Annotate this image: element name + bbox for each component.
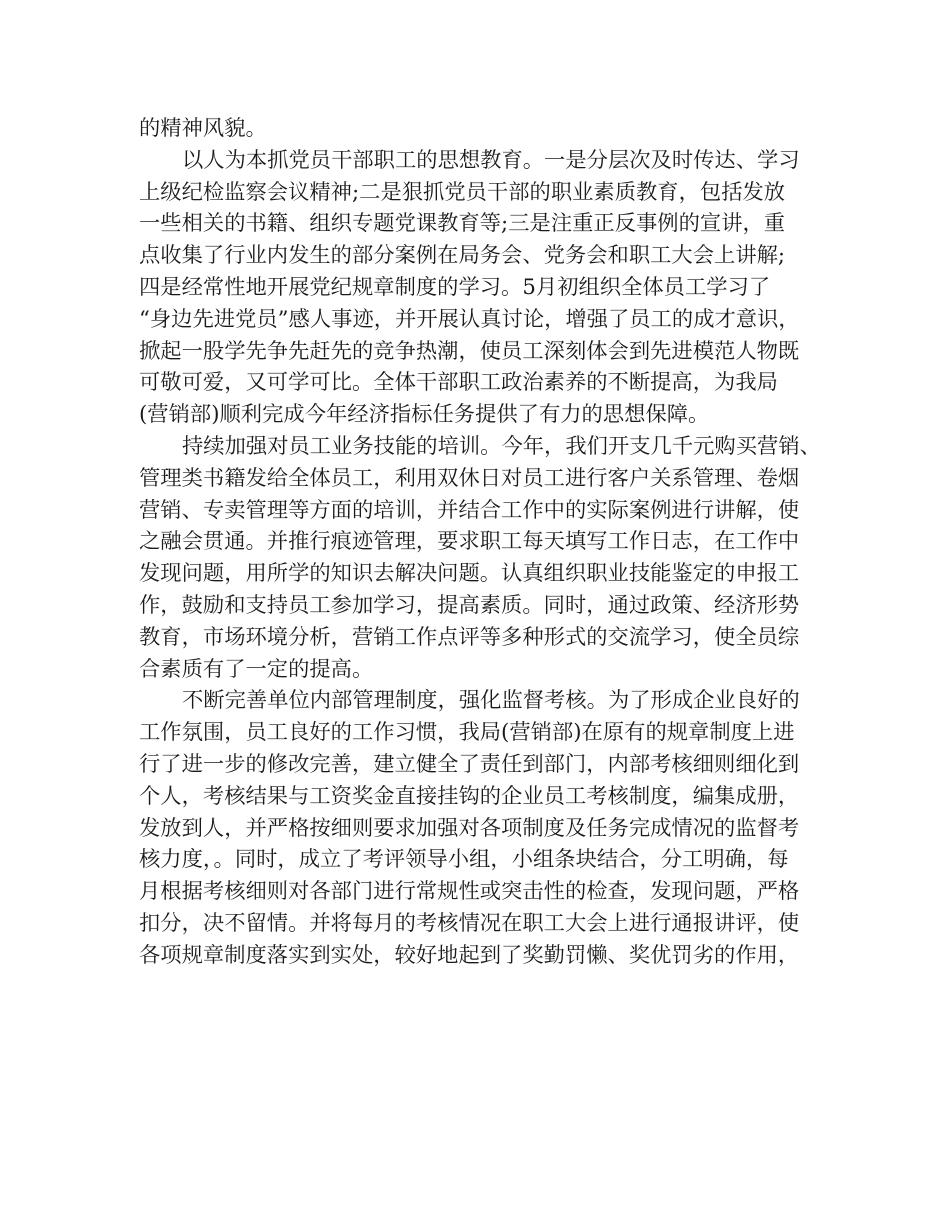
text-line: 发放到人，并严格按细则要求加强对各项制度及任务完成情况的监督考 <box>139 815 800 841</box>
text-line: 发现问题，用所学的知识去解决问题。认真组织职业技能鉴定的申报工 <box>139 561 800 587</box>
body-text <box>139 113 819 972</box>
text-line: 上级纪检监察会议精神;二是狠抓党员干部的职业素质教育，包括发放 <box>139 179 786 205</box>
text-line: 个人，考核结果与工资奖金直接挂钩的企业员工考核制度，编集成册， <box>139 783 800 809</box>
text-line: 四是经常性地开展党纪规章制度的学习。5月初组织全体员工学习了 <box>139 274 771 300</box>
paragraph-first-line: 不断完善单位内部管理制度，强化监督考核。为了形成企业良好的 <box>182 688 800 714</box>
text-line: 教育，市场环境分析，营销工作点评等多种形式的交流学习，使全员综 <box>139 624 800 650</box>
text-line: 合素质有了一定的提高。 <box>139 656 374 682</box>
text-line: 工作氛围，员工良好的工作习惯，我局(营销部)在原有的规章制度上进 <box>139 720 795 746</box>
text-line: 一些相关的书籍、组织专题党课教育等;三是注重正反事例的宣讲，重 <box>139 211 786 237</box>
text-line: 各项规章制度落实到实处，较好地起到了奖勤罚懒、奖优罚劣的作用， <box>139 942 800 968</box>
text-line: 行了进一步的修改完善，建立健全了责任到部门，内部考核细则细化到 <box>139 751 800 777</box>
paragraph-first-line: 以人为本抓党员干部职工的思想教育。一是分层次及时传达、学习 <box>182 147 800 173</box>
text-line: (营销部)顺利完成今年经济指标任务提供了有力的思想保障。 <box>139 402 710 428</box>
text-line: 管理类书籍发给全体员工，利用双休日对员工进行客户关系管理、卷烟 <box>139 465 800 491</box>
text-line: 作，鼓励和支持员工参加学习，提高素质。同时，通过政策、经济形势 <box>139 592 800 618</box>
text-line: 的精神风貌。 <box>139 116 267 141</box>
text-line: 掀起一股学先争先赶先的竞争热潮，使员工深刻体会到先进模范人物既 <box>139 338 800 364</box>
text-line: 扣分，决不留情。并将每月的考核情况在职工大会上进行通报讲评，使 <box>139 910 800 936</box>
text-line: 点收集了行业内发生的部分案例在局务会、党务会和职工大会上讲解; <box>139 243 786 269</box>
text-line: “身边先进党员”感人事迹，并开展认真讨论，增强了员工的成才意识， <box>139 306 800 332</box>
paragraph-first-line: 持续加强对员工业务技能的培训。今年，我们开支几千元购买营销、 <box>182 433 821 459</box>
text-line: 营销、专卖管理等方面的培训，并结合工作中的实际案例进行讲解，使 <box>139 497 800 523</box>
text-line: 核力度，。同时，成立了考评领导小组，小组条块结合，分工明确，每 <box>139 847 789 873</box>
text-line: 月根据考核细则对各部门进行常规性或突击性的检查，发现问题，严格 <box>139 879 800 905</box>
text-line: 可敬可爱，又可学可比。全体干部职工政治素养的不断提高，为我局 <box>139 370 778 396</box>
text-line: 之融会贯通。并推行痕迹管理，要求职工每天填写工作日志，在工作中 <box>139 529 800 555</box>
